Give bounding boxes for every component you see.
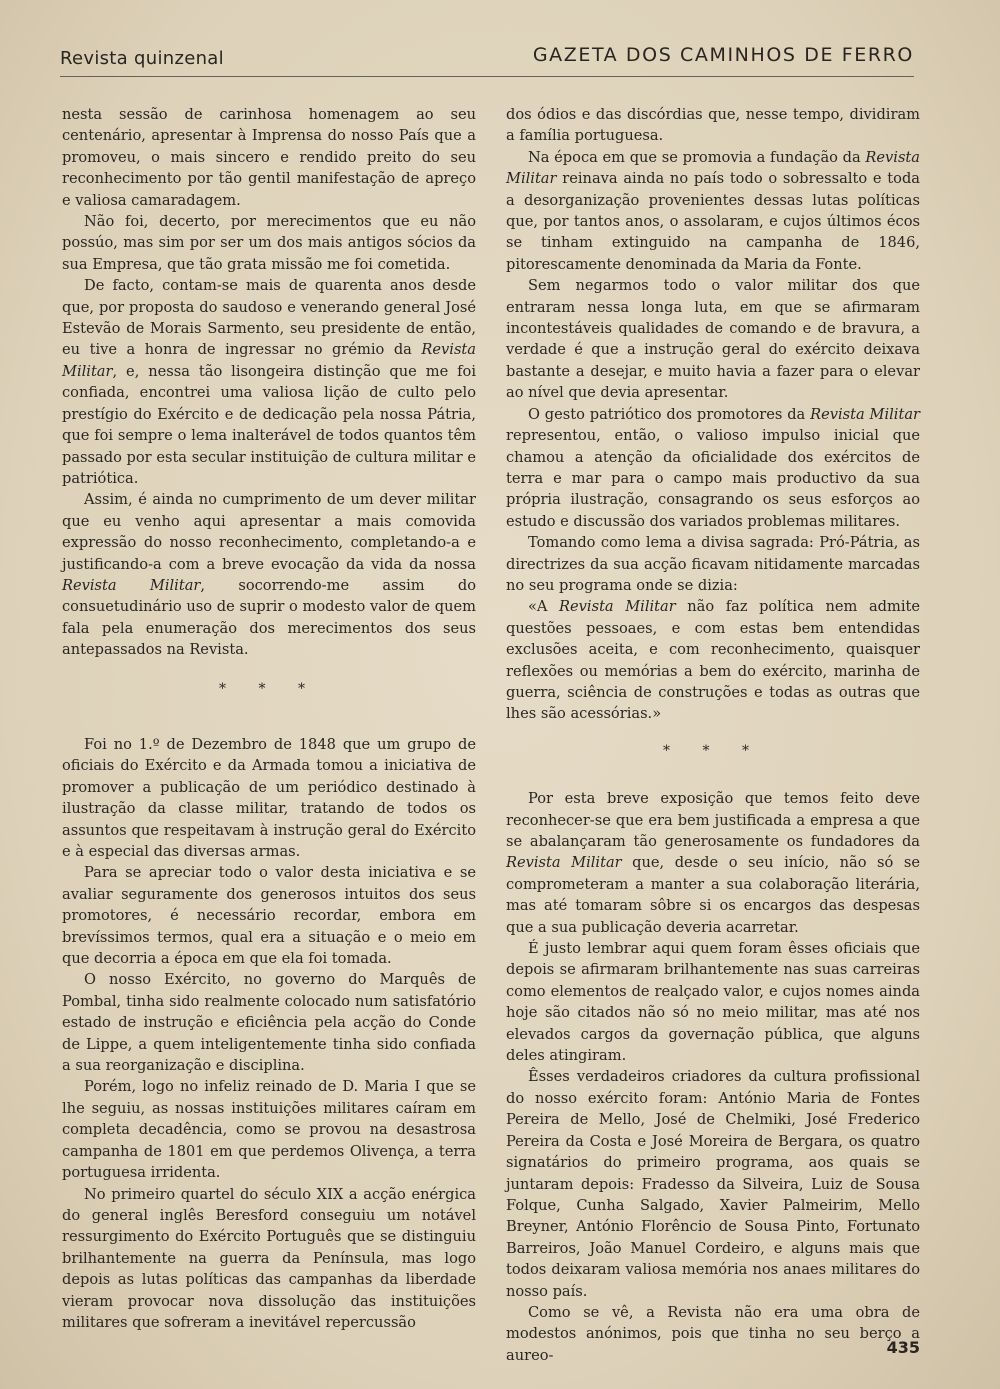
header-publication-frequency: Revista quinzenal: [60, 48, 224, 69]
paragraph: O nosso Exército, no governo do Marquês de Pombal, tinha sido realmente colocado num satisfatório estado de instrução e eficiência pela acção do Conde de Lippe, a quem inteligentemente tinha sido confiada a sua reorganização e disciplina.: [62, 971, 476, 1075]
paragraph: [506, 404, 920, 532]
text-run: que, desde o seu início, não só se comprometeram a manter a sua colaboração literária, mas até tomaram sôbre si os encargos das despesas que a sua publicação deveria acarretar.: [506, 854, 920, 936]
paragraph: No primeiro quartel do século XIX a acção enérgica do general inglês Beresford conseguiu um notável ressurgimento do Exército Português que se distinguiu brilhantemente na guerra da Península, mas logo depois as lutas políticas das campanhas da liberdade vieram provocar nova dissolução das instituições militares que sofreram a inevitável repercussão: [62, 1185, 476, 1331]
text-run: representou, então, o valioso impulso inicial que chamou a atenção da oficialidade dos exércitos de terra e mar para o campo mais productivo da sua própria ilustração, consagrando os seus esforços ao estudo e discussão dos variados problemas militares.: [506, 427, 920, 530]
text-run: Assim, é ainda no cumprimento de um dever militar que eu venho aqui apresentar a mais comovida expressão do nosso reconhecimento, completando-a e justificando-a com a breve evocação da vida da nossa: [62, 491, 476, 573]
paragraph: [62, 489, 476, 660]
paragraph: Tomando como lema a divisa sagrada: Pró-Pátria, as directrizes da sua acção ficavam nitidamente marcadas no seu programa onde se dizia:: [506, 534, 920, 594]
text-run: De facto, contam-se mais de quarenta anos desde que, por proposta do saudoso e venerando general José Estevão de Morais Sarmento, seu presidente de então, eu tive a honra de ingressar no grémio da: [62, 277, 476, 359]
paragraph: dos ódios e das discórdias que, nesse tempo, dividiram a família portuguesa.: [506, 106, 920, 145]
paragraph: Foi no 1.º de Dezembro de 1848 que um grupo de oficiais do Exército e da Armada tomou a iniciativa de promover a publicação de um periódico destinado à ilustração da classe militar, tratando de todos os assuntos que respeitavam à instrução geral do Exército e à especial das diversas armas.: [62, 735, 476, 860]
text-run: , e, nessa tão lisongeira distinção que me foi confiada, encontrei uma valiosa lição de culto pelo prestígio do Exército e de dedicação pela nossa Pátria, que foi sempre o lema inalterável de todos quantos têm passado por esta secular instituição de cultura militar e patriótica.: [62, 362, 476, 487]
paragraph: nesta sessão de carinhosa homenagem ao seu centenário, apresentar à Imprensa do nosso País que a promoveu, o mais sincero e rendido preito do seu reconhecimento por tão gentil manifestação de apreço e valiosa camaradagem.: [62, 106, 476, 209]
page-number: 435: [886, 1338, 920, 1357]
italic-title: Revista Militar: [810, 405, 921, 423]
italic-title: Revista Militar: [506, 148, 920, 188]
italic-title: Revista Militar: [62, 576, 201, 594]
left-column: [62, 104, 476, 1333]
paragraph: Não foi, decerto, por merecimentos que eu não possúo, mas sim por ser um dos mais antigos sócios da sua Empresa, que tão grata missão me foi cometida.: [62, 213, 476, 273]
right-column: [506, 104, 920, 1366]
header-publication-title: GAZETA DOS CAMINHOS DE FERRO: [532, 44, 914, 66]
text-run: não faz política nem admite questões pessoaes, e com estas bem entendidas exclusões aceita, e com reconhecimento, quaisquer reflexões ou memórias a bem do exército, marinha de guerra, sciência de construções e todas as outras que lhes são acessórias.»: [506, 598, 921, 723]
page-header: [60, 40, 914, 70]
text-run: , socorrendo-me assim do consuetudinário uso de suprir o modesto valor de quem fala pela enumeração dos merecimentos dos seus antepassados na Revista.: [62, 576, 476, 659]
quoted-program: [506, 596, 920, 724]
text-run: reinava ainda no país todo o sobressalto e toda a desorganização provenientes dessas lutas políticas que, por tantos anos, o assolaram, e cujos últimos écos se tinham extinguido na campanha de 1846, pitorescamente denominada da Maria da Fonte.: [506, 170, 920, 273]
paragraph: [506, 147, 920, 275]
italic-title: Revista Militar: [62, 341, 476, 380]
text-run: Na época em que se promovia a fundação da: [528, 148, 866, 166]
paragraph: Êsses verdadeiros criadores da cultura profissional do nosso exército foram: António Maria de Fontes Pereira de Mello, José de Chelmiki, José Frederico Pereira da Costa e José Moreira de Bergara, os quatro signatários do primeiro programa, aos quais se juntaram depois: Fradesso da Silveira, Luiz de Sousa Folque, Cunha Salgado, Xavier Palmeirim, Mello Breyner, António Florêncio de Sousa Pinto, Fortunato Barreiros, João Manuel Cordeiro, e alguns mais que todos deixaram valiosa memória nos anaes militares do nosso país.: [506, 1068, 920, 1300]
text-run: Por esta breve exposição que temos feito deve reconhecer-se que era bem justificada a empresa a que se abalançaram tão generosamente os fundadores da: [506, 790, 920, 850]
paragraph: [62, 275, 476, 489]
paragraph: Para se apreciar todo o valor desta iniciativa e se avaliar seguramente dos generosos intuitos dos seus promotores, é necessário recordar, embora em brevíssimos termos, qual era a situação e o meio em que decorria a época em que ela foi tomada.: [62, 864, 476, 968]
paragraph: Como se vê, a Revista não era uma obra de modestos anónimos, pois que tinha no seu berço a aureo-: [506, 1303, 920, 1364]
text-run: O gesto patriótico dos promotores da: [528, 405, 811, 423]
section-separator: * * *: [219, 680, 319, 697]
italic-title: Revista Militar: [559, 598, 676, 616]
text-run: «A: [528, 598, 560, 616]
paragraph: É justo lembrar aqui quem foram êsses oficiais que depois se afirmaram brilhantemente nas suas carreiras como elementos de realçado valor, e cujos nomes ainda hoje são citados não só no meio militar, mas até nos elevados cargos da governação pública, que alguns deles atingiram.: [506, 940, 920, 1065]
paragraph: Sem negarmos todo o valor militar dos que entraram nessa longa luta, em que se afirmaram incontestáveis qualidades de comando e de bravura, a verdade é que a instrução geral do exército deixava bastante a desejar, e muito havia a fazer para o elevar ao nível que devia apresentar.: [506, 277, 920, 402]
section-separator: * * *: [663, 742, 763, 759]
paragraph: Porém, logo no infeliz reinado de D. Maria I que se lhe seguiu, as nossas instituições militares caíram em completa decadência, como se provou na desastrosa campanha de 1801 em que perdemos Olivença, a terra portuguesa irridenta.: [62, 1078, 476, 1182]
italic-title: Revista Militar: [506, 854, 622, 872]
paragraph: [506, 788, 920, 938]
header-rule: [60, 76, 914, 77]
